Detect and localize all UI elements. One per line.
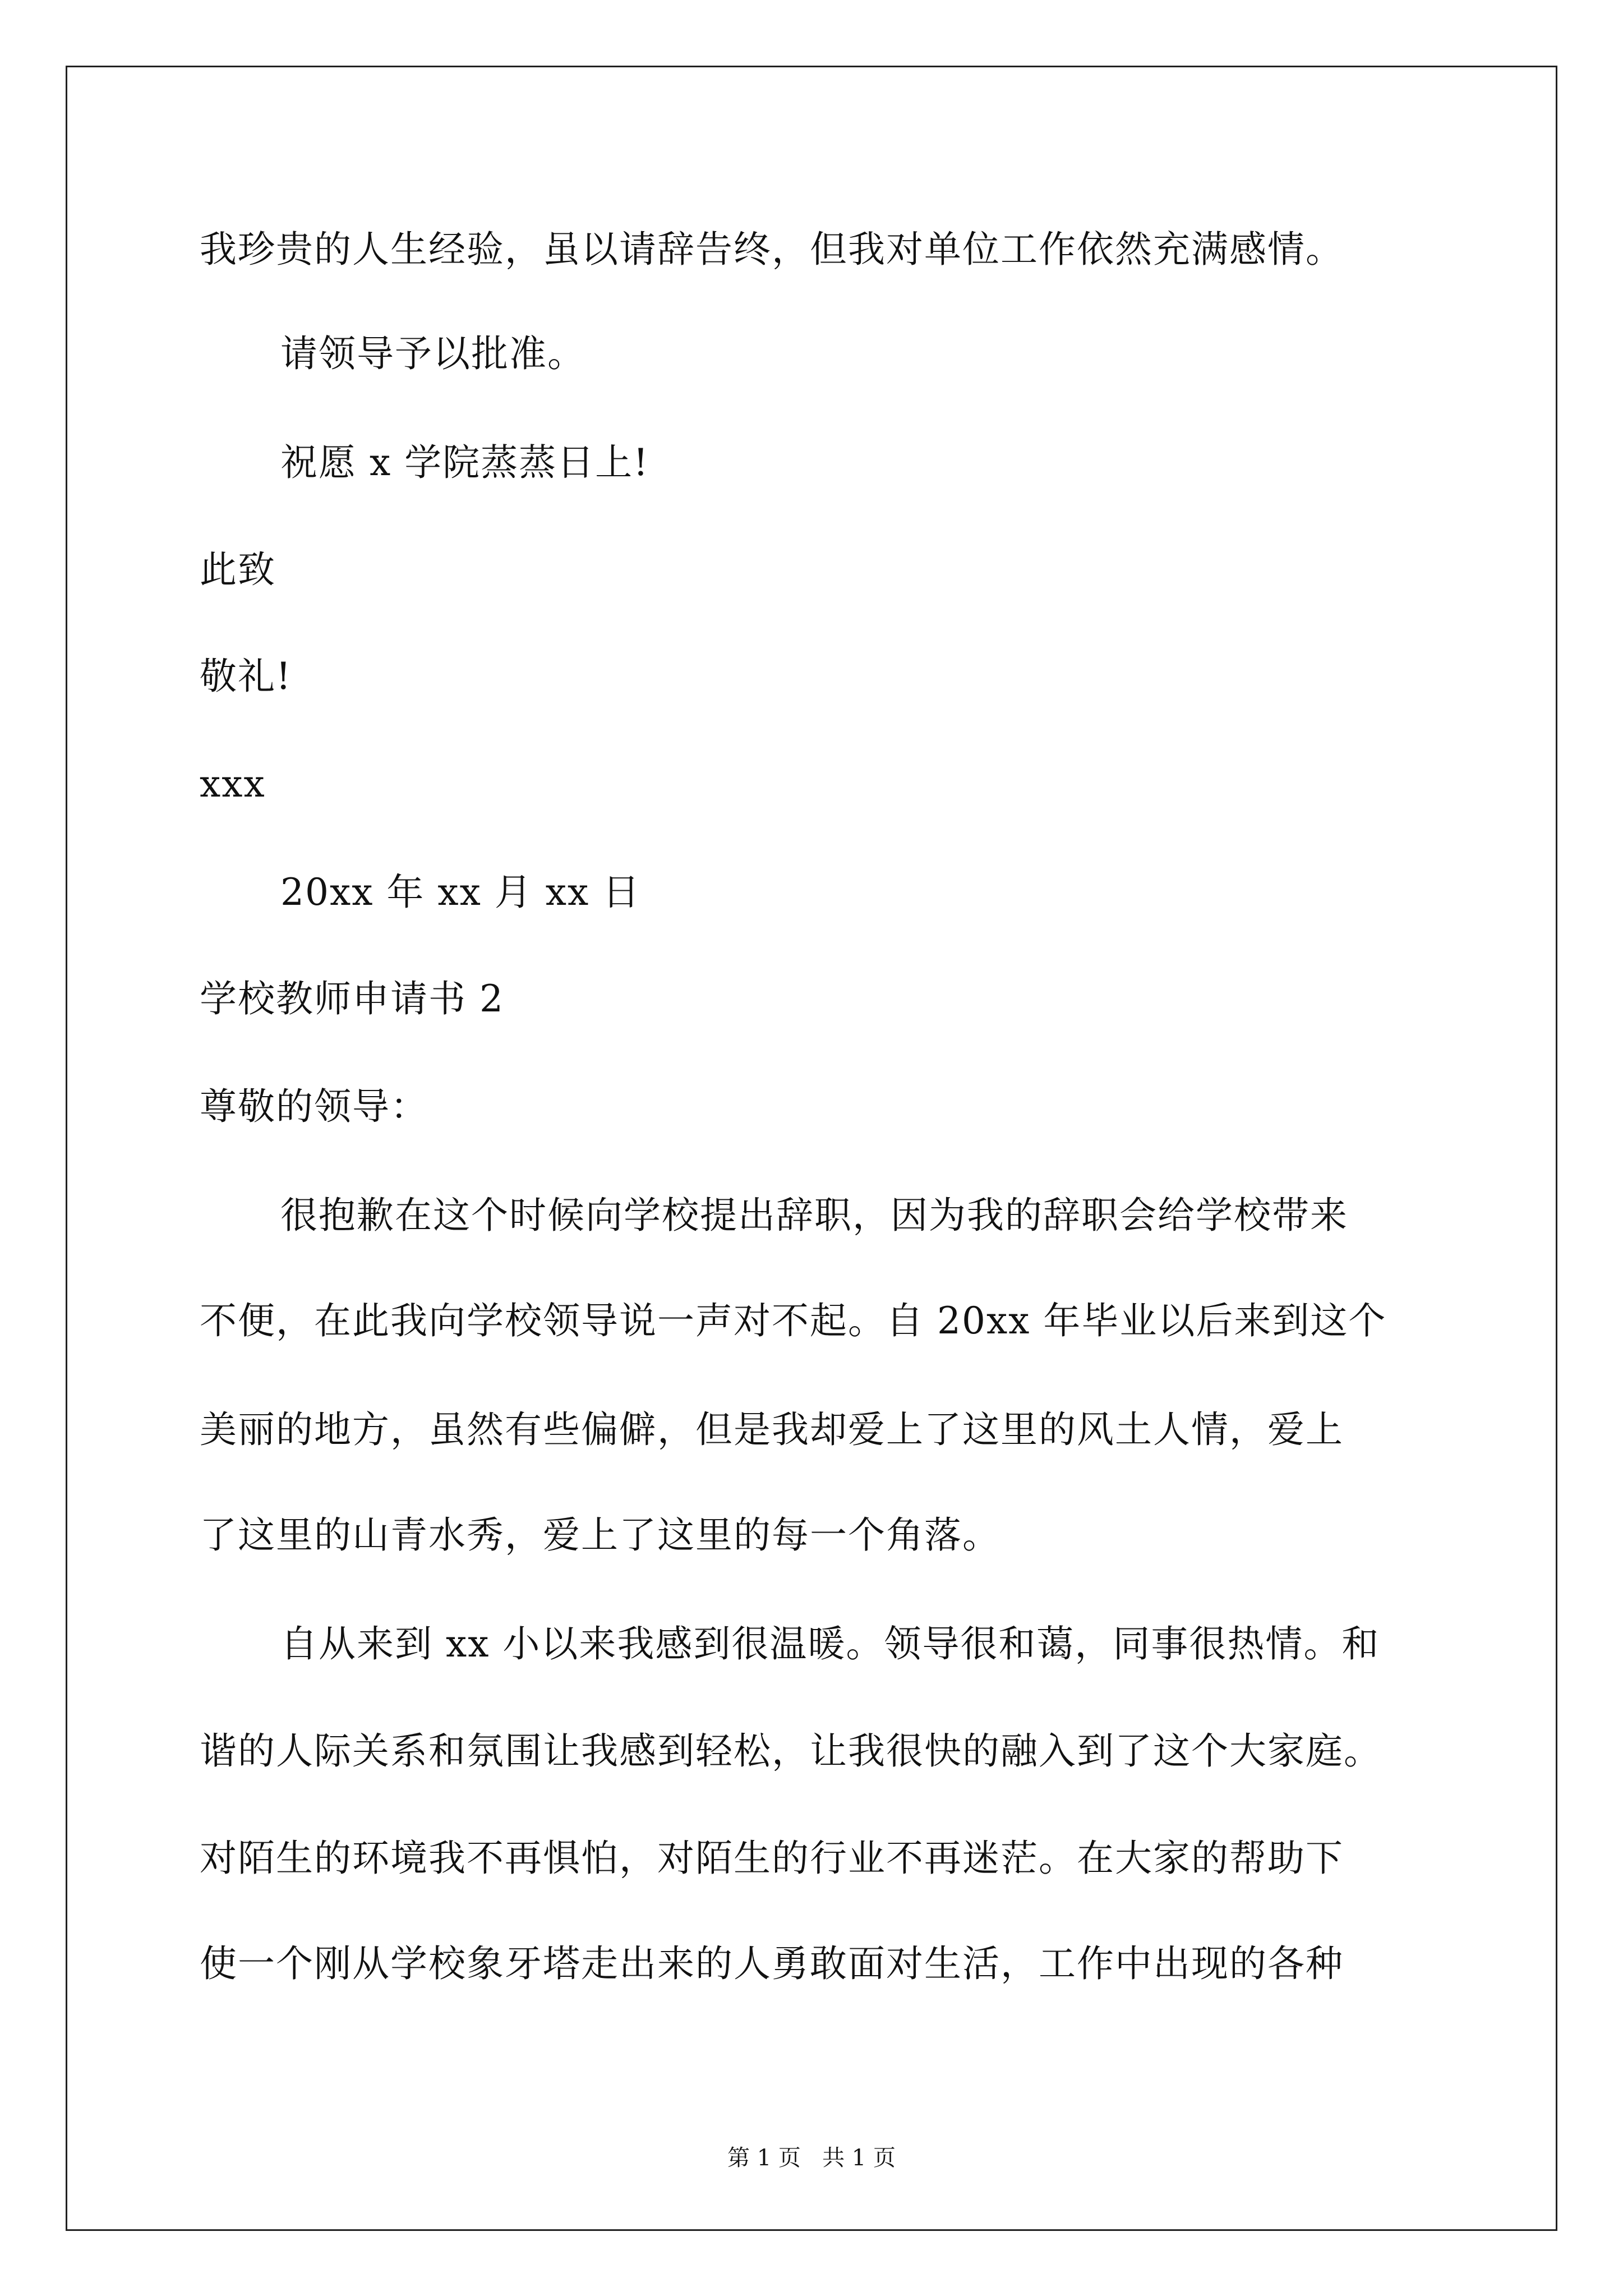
- paragraph-line: 祝愿 x 学院蒸蒸日上!: [280, 441, 649, 484]
- section-title: 学校教师申请书 2: [200, 977, 504, 1020]
- paragraph-line: 使一个刚从学校象牙塔走出来的人勇敢面对生活，工作中出现的各种: [200, 1942, 1344, 1985]
- paragraph-line: 请领导予以批准。: [280, 332, 585, 375]
- page-border: [66, 66, 1557, 2231]
- paragraph-line: 我珍贵的人生经验，虽以请辞告终，但我对单位工作依然充满感情。: [200, 228, 1344, 271]
- paragraph-line: 自从来到 xx 小以来我感到很温暖。领导很和蔼，同事很热情。和: [280, 1622, 1380, 1665]
- paragraph-line: 美丽的地方，虽然有些偏僻，但是我却爱上了这里的风土人情，爱上: [200, 1408, 1344, 1451]
- paragraph-line: 了这里的山青水秀，爱上了这里的每一个角落。: [200, 1513, 1000, 1557]
- greeting: 尊敬的领导：: [200, 1085, 428, 1128]
- paragraph-line: 对陌生的环境我不再惧怕，对陌生的行业不再迷茫。在大家的帮助下: [200, 1837, 1344, 1880]
- signature-date: 20xx 年 xx 月 xx 日: [280, 871, 641, 914]
- page-footer: 第 1 页 共 1 页: [727, 2145, 896, 2171]
- paragraph-line: 谐的人际关系和氛围让我感到轻松，让我很快的融入到了这个大家庭。: [200, 1729, 1382, 1773]
- paragraph-line: 不便，在此我向学校领导说一声对不起。自 20xx 年毕业以后来到这个: [200, 1299, 1387, 1342]
- paragraph-line: 很抱歉在这个时候向学校提出辞职，因为我的辞职会给学校带来: [280, 1194, 1348, 1237]
- closing-salutation: 此致: [200, 548, 276, 591]
- closing-regards: 敬礼!: [200, 655, 292, 698]
- signature-name: xxx: [200, 762, 266, 806]
